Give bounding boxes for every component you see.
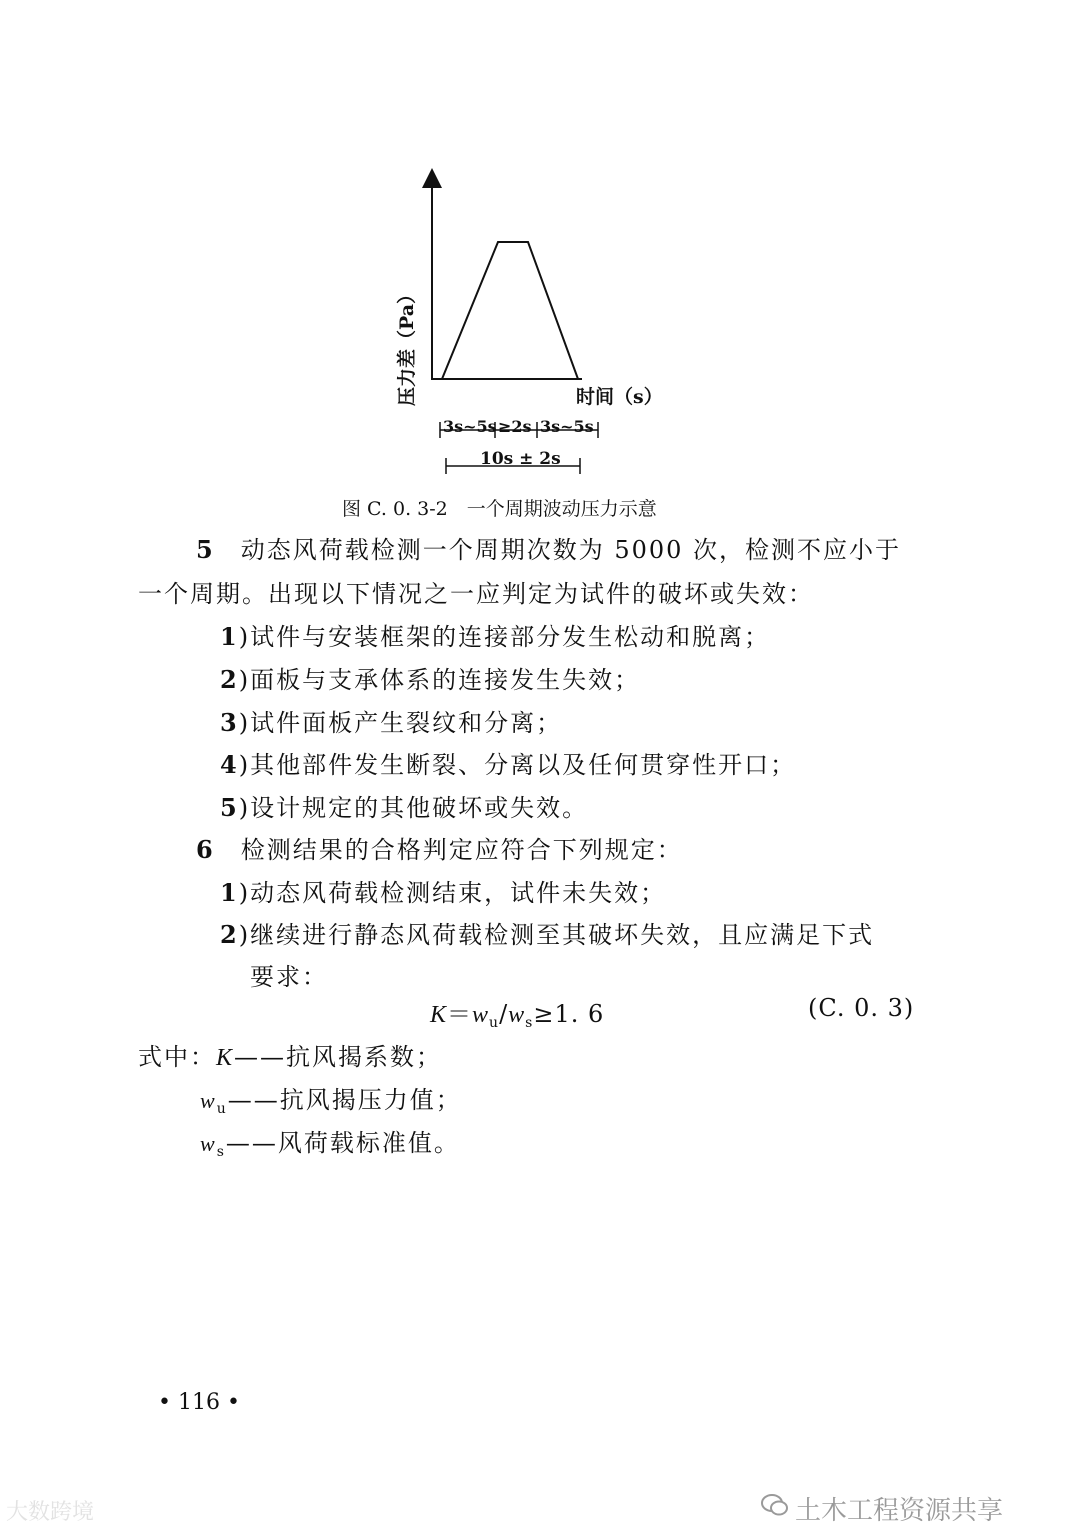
- item5-line2: 一个周期。出现以下情况之一应判定为试件的破坏或失效：: [138, 580, 814, 608]
- item6-text: 检测结果的合格判定应符合下列规定：: [240, 836, 683, 864]
- x-axis-label: 时间（s）: [576, 386, 663, 408]
- item5-subitem-3: 3)试件面板产生裂纹和分离；: [220, 708, 563, 737]
- page-number: • 116 •: [158, 1390, 240, 1415]
- item5-line1: [196, 530, 901, 565]
- segment-label-rise: 3s~5s: [443, 417, 497, 436]
- figure-caption: 图 C. 0. 3-2 一个周期波动压力示意: [342, 498, 657, 520]
- segment-label-fall: 3s~5s: [540, 417, 594, 436]
- item5-subitem-4: 4)其他部件发生断裂、分离以及任何贯穿性开口；: [220, 750, 797, 779]
- item6-subitem-1: 1)动态风荷载检测结束，试件未失效；: [220, 878, 667, 907]
- definition-k: 式中：K——抗风揭系数；: [138, 1043, 443, 1071]
- wave-pressure-figure: [380, 170, 700, 480]
- item6-number: 6: [196, 835, 215, 864]
- item6-subitem-2: 2)继续进行静态风荷载检测至其破坏失效，且应满足下式: [220, 920, 875, 949]
- item5-subitem-1: 1)试件与安装框架的连接部分发生松动和脱离；: [220, 622, 771, 651]
- item5-subitem-2: 2)面板与支承体系的连接发生失效；: [220, 665, 641, 694]
- item5-number: 5: [196, 535, 215, 564]
- pressure-curve: [442, 242, 578, 379]
- formula-label: (C. 0. 3): [808, 994, 915, 1022]
- y-axis-label: 压力差（Pa）: [396, 284, 418, 406]
- watermark-left: 大数跨境: [6, 1500, 95, 1525]
- segment-label-hold: ≥2s: [498, 417, 532, 436]
- wechat-icon: [760, 1490, 790, 1524]
- item6-line1: [196, 830, 683, 865]
- watermark-right: 土木工程资源共享: [795, 1496, 1004, 1526]
- total-duration-label: 10s ± 2s: [480, 449, 561, 469]
- item5-subitem-5: 5)设计规定的其他破坏或失效。: [220, 793, 589, 822]
- formula: $K=w_u/w_s\ge 1$. 6: [430, 1000, 605, 1031]
- definition-ws: $w_s——$风荷载标准值。: [200, 1129, 460, 1160]
- item5-text: 动态风荷载检测一个周期次数为 5000 次，检测不应小于: [240, 536, 902, 564]
- item6-continuation: 要求：: [250, 963, 328, 991]
- definition-wu: $w_u——$抗风揭压力值；: [200, 1086, 462, 1117]
